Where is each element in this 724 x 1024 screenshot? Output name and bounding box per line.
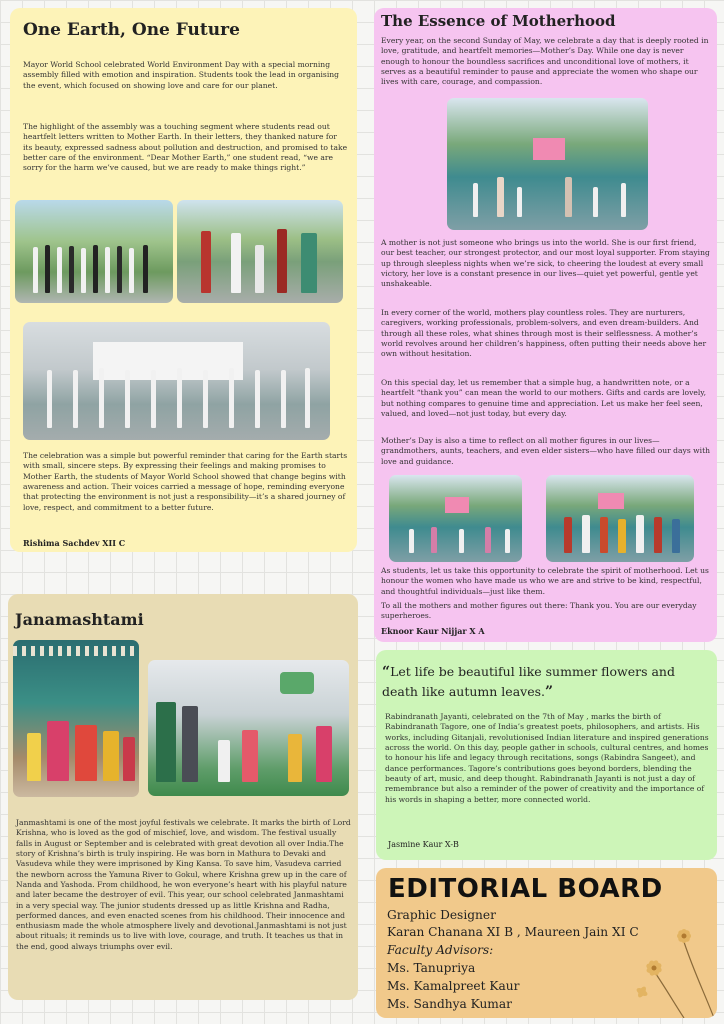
earth-paragraph-3: The celebration was a simple but powerful reminder that caring for the Earth starts with small, sincere steps. By expressing their feelings and making promises to Mother Earth, the students of Mayor World School showed that change begins with awareness and action. Their voices carried a message of hope, reminding everyone that protecting the environment is not just a responsibility—it’s a shared journey of love, respect, and commitment to a better future. [23, 451, 348, 512]
jayanti-author: Jasmine Kaur X-B [388, 840, 459, 849]
students-line-photo [15, 200, 173, 303]
mothers-day-court-photo [447, 98, 648, 230]
earth-paragraph-1: Mayor World School celebrated World Environment Day with a special morning assembly filled with emotion and inspiration. Students took the lead in organising the event, which focused on showing love and care for our planet. [23, 60, 339, 90]
mother-paragraph-2: A mother is not just someone who brings us into the world. She is our first friend, our best teacher, our strongest protector, and our most loyal supporter. From staying up through sleepless nights when we’re sick, to cheering the loudest at every small victory, her love is a constant presence in our lives—quiet yet powerful, gentle yet unshakeable. [381, 238, 710, 289]
janmashtami-title: Janamashtami [15, 610, 144, 629]
advisor-name-1: Ms. Tanupriya [387, 961, 476, 975]
quote-close-mark: ” [545, 684, 554, 701]
rabindranath-jayanti-article [376, 650, 717, 860]
assembly-stage-photo [23, 322, 330, 440]
earth-article-title: One Earth, One Future [23, 20, 240, 40]
editorial-board-title: EDITORIAL BOARD [388, 874, 663, 904]
mother-paragraph-1: Every year, on the second Sunday of May, we celebrate a day that is deeply rooted in love, gratitude, and heartfelt memories—Mother’s Day. While one day is never enough to honour the boundless sacrifices and unconditional love of mothers, it serves as a beautiful reminder to pause and appreciate the women who shape our lives with care, courage, and compassion. [381, 36, 709, 87]
mother-paragraph-3: In every corner of the world, mothers play countless roles. They are nurturers, caregivers, working professionals, problem-solvers, and even dream-builders. And through all these roles, what shines through most is their selflessness. A mother’s world revolves around her children’s happiness, often putting their needs above her own without hesitation. [381, 308, 707, 359]
quote-open-mark: “ [382, 664, 391, 680]
advisor-name-3: Ms. Sandhya Kumar [387, 997, 512, 1011]
mothers-day-article [374, 8, 717, 642]
mothers-day-group-photo [546, 475, 694, 562]
jayanti-body: Rabindranath Jayanti, celebrated on the 7th of May , marks the birth of Rabindranath Tagore, one of India’s greatest poets, philosophers, and artists. His works, including Gitanjali, revolutionised Indian literature and inspired generations across the world. On this day, people gather in schools, cultural centres, and homes to honour his life and legacy through recitations, songs (Rabindra Sangeet), and dance performances. Tagore’s contributions goes beyond borders, blending the beauty of art, music, and deep thought. Rabindranath Jayanti is not just a day of remembrance but also a reminder of the power of creativity and the importance of his words in shaping a better, more connected world. [385, 712, 709, 804]
mother-paragraph-4: On this special day, let us remember that a simple hug, a handwritten note, or a heartfelt “thank you” can mean the world to our mothers. Gifts and cards are lovely, but nothing compares to genuine time and appreciation. Let us make her feel seen, valued, and loved—not just today, but every day. [381, 378, 706, 418]
earth-author: Rishima Sachdev XII C [23, 538, 126, 548]
tagore-quote [382, 662, 712, 703]
mother-paragraph-7: To all the mothers and mother figures out there: Thank you. You are our everyday superheroes. [381, 601, 697, 621]
janmashtami-body: Janmashtami is one of the most joyful festivals we celebrate. It marks the birth of Lord Krishna, who is loved as the god of mischief, love, and wisdom. The festival usually falls in August or September and is celebrated with great devotion all over India.The story of Krishna’s birth is truly inspiring. He was born in Mathura to Devaki and Vasudeva while they were imprisoned by King Kansa. To save him, Vasudeva carried the newborn across the Yamuna River to Gokul, where Krishna grew up in the care of Nanda and Yashoda. From childhood, he won everyone’s heart with his playful nature and later became the destroyer of evil. This year, our school celebrated Janmashtami in a very special way. The junior students dressed up as little Krishna and Radha, performed dances, and even enacted scenes from his childhood. Their innocence and enthusiasm made the whole atmosphere lively and devotional.Janmashtami is not just about rituals; it reminds us to live with love, courage, and truth. It teaches us that in the end, good always triumphs over evil. [16, 818, 351, 951]
quote-text: Let life be beautiful like summer flowers and death like autumn leaves. [382, 664, 675, 700]
earth-day-article [10, 8, 357, 552]
mothers-day-dance-photo [389, 475, 522, 562]
mother-article-title: The Essence of Motherhood [381, 12, 616, 30]
dried-flower-illustration [624, 922, 717, 1018]
classroom-celebration-photo [148, 660, 349, 796]
mother-paragraph-6: As students, let us take this opportunity to celebrate the spirit of motherhood. Let us honour the women who have made us who we are and strive to be kind, respectful, and thoughtful individuals—just like them. [381, 566, 709, 596]
designer-names: Karan Chanana XI B , Maureen Jain XI C [387, 925, 639, 939]
janmashtami-article [8, 594, 358, 1000]
advisor-name-2: Ms. Kamalpreet Kaur [387, 979, 520, 993]
earth-paragraph-2: The highlight of the assembly was a touching segment where students read out heartfelt letters written to Mother Earth. In their letters, they thanked nature for its beauty, expressed sadness about pollution and destruction, and promised to take better care of the environment. “Dear Mother Earth,” one student read, “we are sorry for the harm we’ve caused, but we are ready to make things right.” [23, 122, 348, 173]
krishna-radha-dance-photo [13, 640, 139, 797]
mother-author: Eknoor Kaur Nijjar X A [381, 626, 485, 636]
editorial-board [376, 868, 717, 1018]
teachers-with-students-photo [177, 200, 343, 303]
mother-paragraph-5: Mother’s Day is also a time to reflect on all mother figures in our lives—grandmothers, aunts, teachers, and even elder sisters—who have filled our days with love and guidance. [381, 436, 711, 466]
advisors-label: Faculty Advisors: [387, 943, 494, 957]
designer-label: Graphic Designer [387, 908, 496, 922]
